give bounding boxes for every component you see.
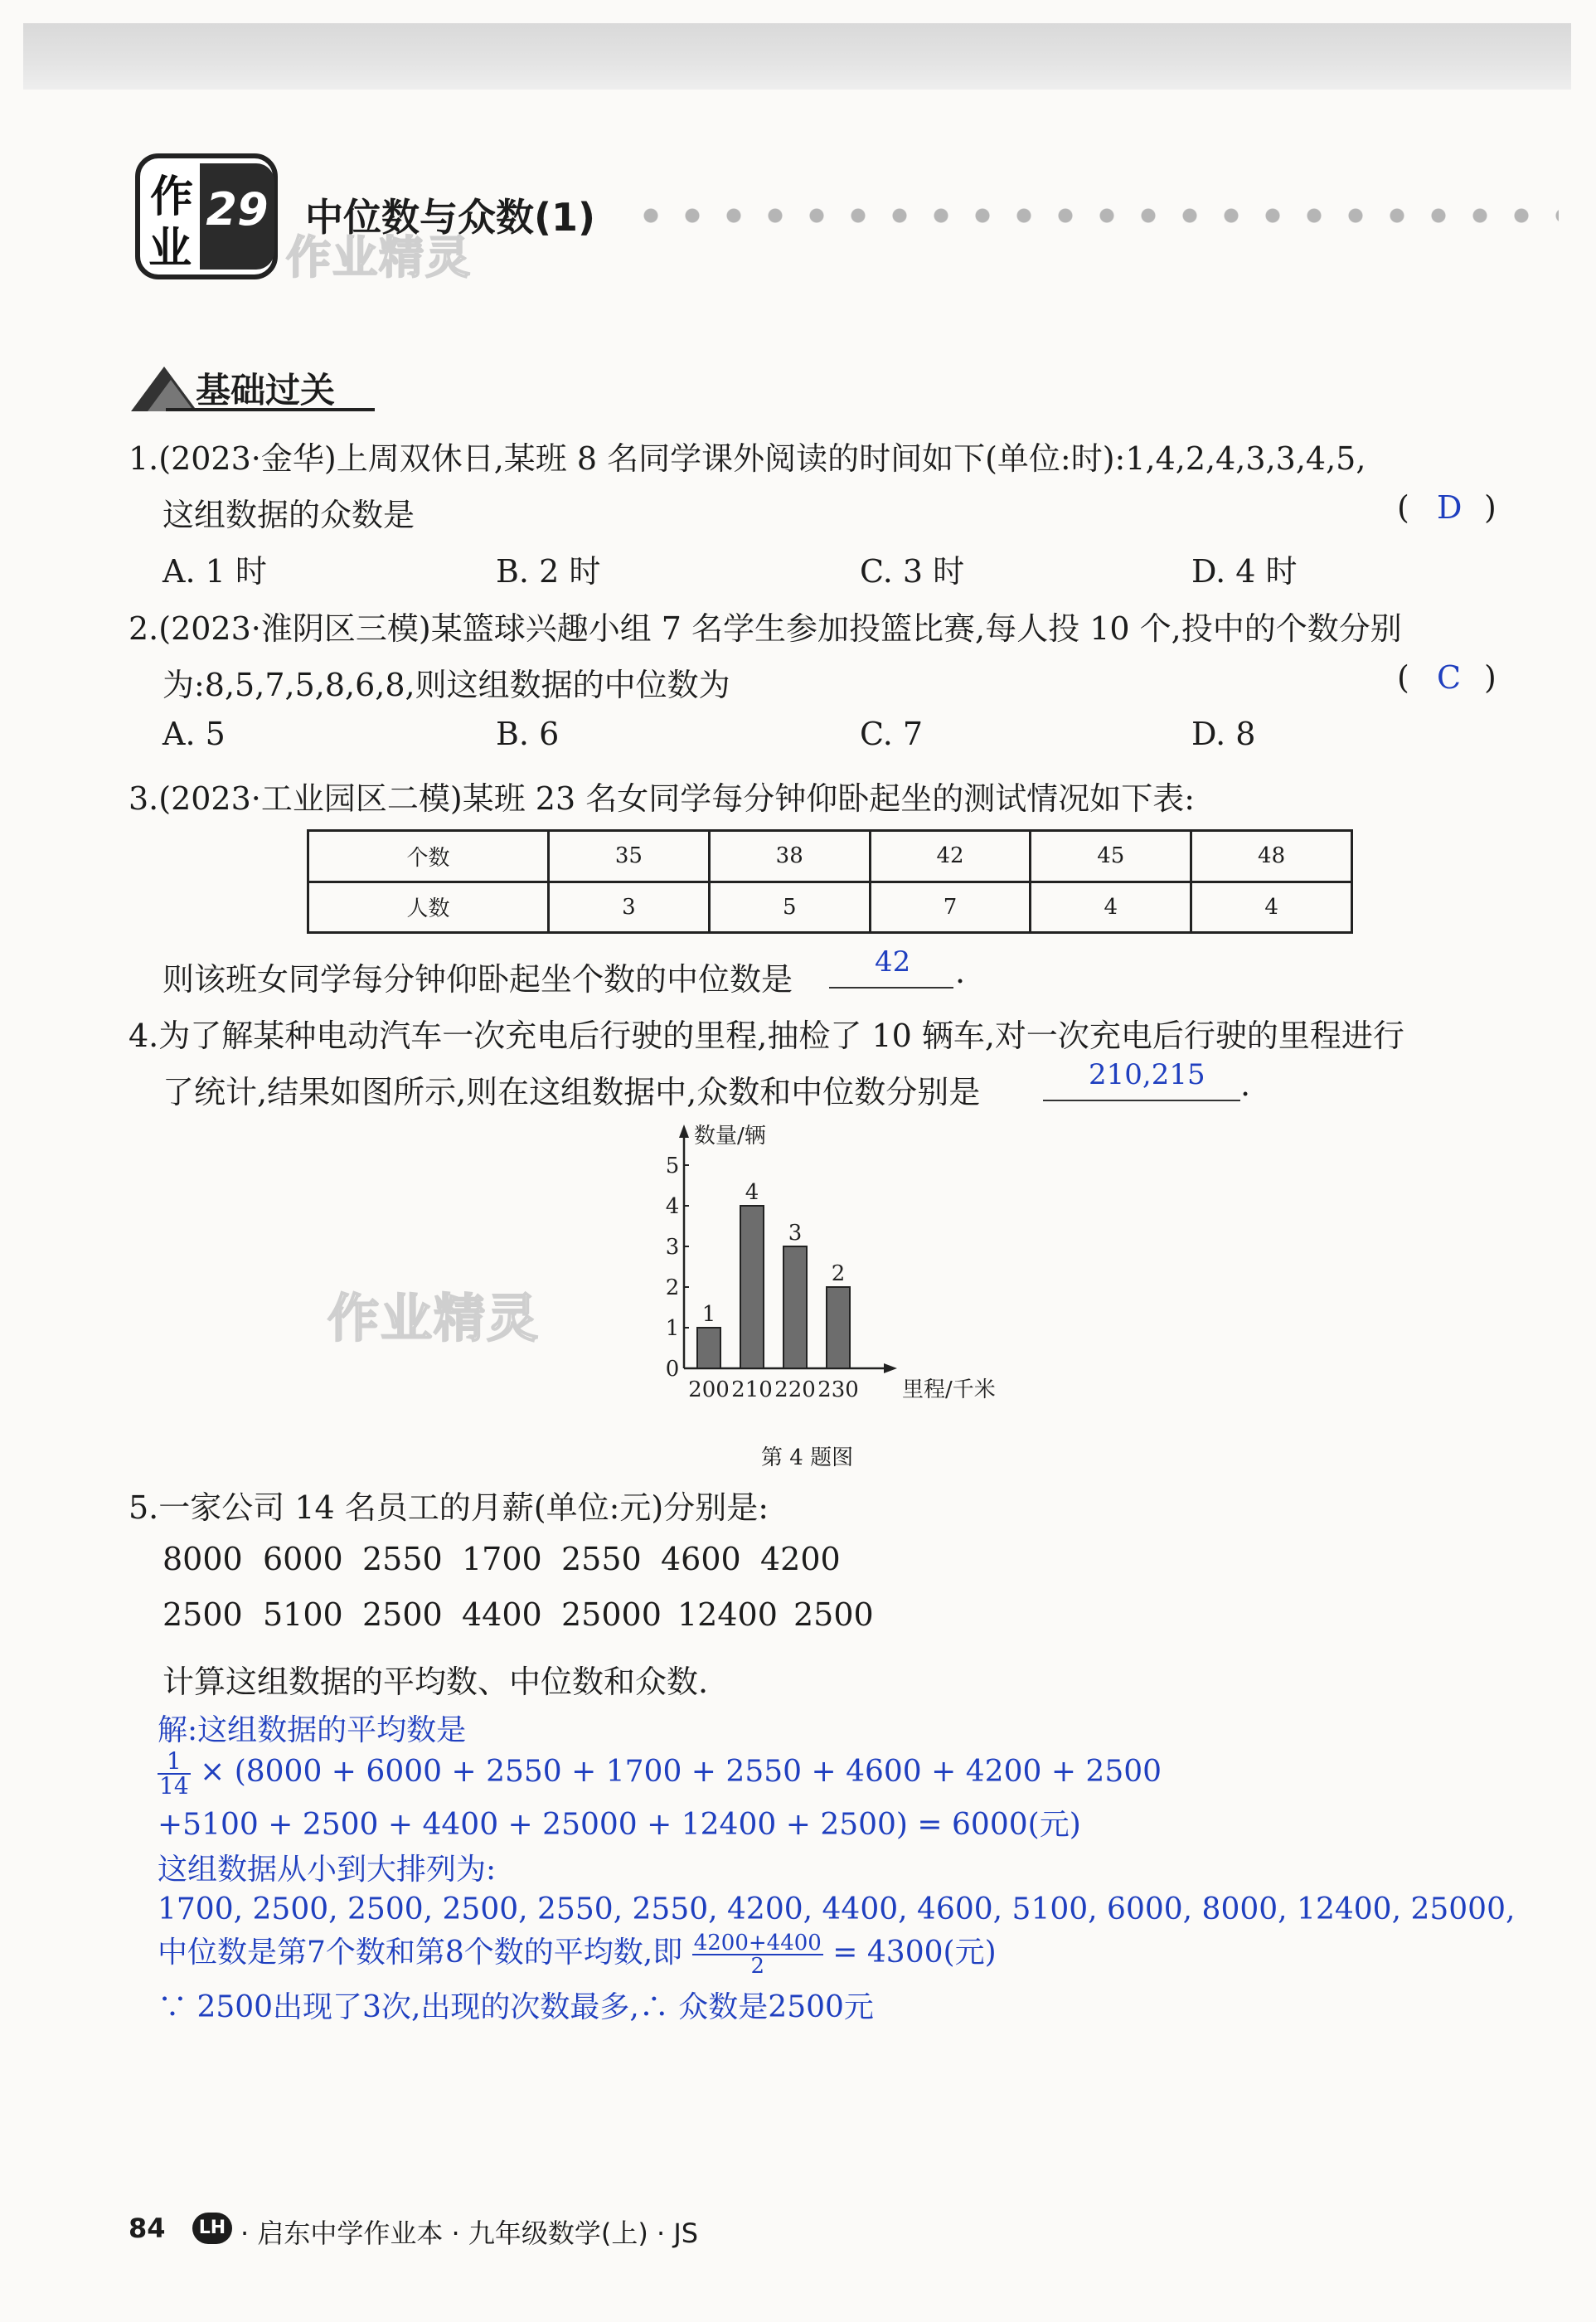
- x-axis-arrow: [884, 1363, 897, 1373]
- q1-option-a: A. 1 时: [163, 553, 267, 590]
- table-cell: 7: [870, 882, 1031, 933]
- bar-data-label: 3: [788, 1221, 803, 1246]
- x-tick-label: 230: [817, 1377, 859, 1402]
- badge-char-1: 作: [150, 172, 194, 222]
- q5-salary-4: 1700: [462, 1541, 542, 1577]
- q4-end: .: [1240, 1066, 1251, 1103]
- badge-char-2: 业: [148, 224, 192, 274]
- q5-solution-line3: +5100 + 2500 + 4400 + 25000 + 12400 + 2500) = 6000(元): [158, 1808, 1081, 1842]
- table-cell: 人数: [308, 882, 549, 933]
- q2-option-a: A. 5: [163, 716, 226, 752]
- q3-end: .: [955, 954, 966, 990]
- table-cell: 45: [1031, 831, 1191, 882]
- watermark-2: 作业精灵: [327, 1288, 541, 1348]
- chart-bar: [740, 1206, 764, 1368]
- bar-data-label: 4: [745, 1180, 759, 1205]
- y-axis-label: 数量/辆: [694, 1124, 766, 1149]
- bar-data-label: 1: [701, 1302, 716, 1327]
- q2-line1: 2.(2023·淮阴区三模)某篮球兴趣小组 7 名学生参加投篮比赛,每人投 10 个,投中的个数分别: [129, 610, 1402, 647]
- y-tick-label: 3: [665, 1235, 680, 1260]
- q2-answer: C: [1437, 659, 1462, 696]
- y-axis-arrow: [679, 1125, 689, 1138]
- y-tick-label: 4: [665, 1194, 680, 1219]
- q4-blank: [1043, 1100, 1240, 1101]
- table-cell: 5: [709, 882, 870, 933]
- q3-line1: 3.(2023·工业园区二模)某班 23 名女同学每分钟仰卧起坐的测试情况如下表:: [129, 780, 1196, 817]
- q1-paren-open: (: [1397, 489, 1409, 526]
- q3-line2: 则该班女同学每分钟仰卧起坐个数的中位数是: [163, 961, 793, 998]
- q2-paren-close: ): [1484, 659, 1497, 696]
- q1-option-d: D. 4 时: [1191, 553, 1298, 590]
- x-axis-label: 里程/千米: [902, 1377, 996, 1402]
- q1-answer: D: [1437, 489, 1463, 526]
- q1-option-c: C. 3 时: [860, 553, 965, 590]
- top-gray-band: [23, 23, 1571, 90]
- table-cell: 48: [1191, 831, 1352, 882]
- y-tick-label: 1: [665, 1316, 680, 1341]
- page-title: 中位数与众数(1): [305, 195, 596, 240]
- q5-solution-line5: 1700, 2500, 2500, 2500, 2550, 2550, 4200, 4400, 4600, 5100, 6000, 8000, 12400, 25000,: [158, 1892, 1516, 1926]
- footer-text: · 启东中学作业本 · 九年级数学(上) · JS: [240, 2218, 699, 2249]
- fraction-1-14: $\frac{1}{14}$: [159, 1747, 189, 1800]
- q5-salary-9: 5100: [263, 1596, 343, 1633]
- chart-bar: [827, 1287, 850, 1368]
- q2-paren-open: (: [1397, 659, 1409, 696]
- chart-bar: [697, 1328, 720, 1368]
- q2-option-c: C. 7: [860, 716, 924, 752]
- q2-line2: 为:8,5,7,5,8,6,8,则这组数据的中位数为: [163, 667, 730, 703]
- table-cell: 4: [1031, 882, 1191, 933]
- mileage-bar-chart: [638, 1120, 1020, 1410]
- q3-table: [307, 829, 1353, 934]
- table-cell: 35: [549, 831, 710, 882]
- q5-salary-13: 12400: [677, 1596, 778, 1633]
- q2-option-d: D. 8: [1191, 716, 1256, 752]
- q2-option-b: B. 6: [496, 716, 560, 752]
- x-tick-label: 200: [688, 1377, 730, 1402]
- homework-badge: [135, 153, 278, 279]
- table-cell: 42: [870, 831, 1031, 882]
- q5-salary-5: 2550: [561, 1541, 642, 1577]
- y-tick-label: 5: [665, 1154, 680, 1178]
- q3-answer: 42: [875, 945, 911, 979]
- q5-salary-6: 4600: [661, 1541, 741, 1577]
- chart-bar: [783, 1246, 807, 1368]
- fraction-median: $\frac{4200+4400}{2}$: [693, 1931, 822, 1979]
- q1-line1: 1.(2023·金华)上周双休日,某班 8 名同学课外阅读的时间如下(单位:时):1,4,2,4,3,3,4,5,: [129, 440, 1366, 477]
- table-row: [308, 882, 1352, 933]
- x-tick-label: 220: [774, 1377, 816, 1402]
- title-dot-line: [630, 207, 1559, 224]
- q5-salary-12: 25000: [561, 1596, 662, 1633]
- publisher-logo: LH: [192, 2213, 232, 2244]
- q1-line2: 这组数据的众数是: [163, 497, 415, 533]
- table-cell: 4: [1191, 882, 1352, 933]
- q5-solution-line4: 这组数据从小到大排列为:: [158, 1853, 497, 1887]
- q4-line2: 了统计,结果如图所示,则在这组数据中,众数和中位数分别是: [163, 1074, 981, 1110]
- q5-salary-1: 8000: [163, 1541, 243, 1577]
- q5-salary-7: 4200: [760, 1541, 841, 1577]
- q5-prompt: 计算这组数据的平均数、中位数和众数.: [163, 1664, 709, 1700]
- q5-solution-line1: 解:这组数据的平均数是: [158, 1713, 467, 1747]
- table-cell: 3: [549, 882, 710, 933]
- y-tick-label: 2: [665, 1275, 680, 1300]
- q4-line1: 4.为了解某种电动汽车一次充电后行驶的里程,抽检了 10 辆车,对一次充电后行驶的里程进行: [129, 1018, 1404, 1054]
- q1-paren-close: ): [1484, 489, 1497, 526]
- q5-salary-14: 2500: [793, 1596, 874, 1633]
- q5-salary-11: 4400: [462, 1596, 542, 1633]
- page-number: 84: [129, 2213, 166, 2244]
- table-row: [308, 831, 1352, 882]
- mountain-icon: [131, 365, 197, 413]
- q5-line1: 5.一家公司 14 名员工的月薪(单位:元)分别是:: [129, 1489, 769, 1526]
- q5-salary-2: 6000: [263, 1541, 343, 1577]
- bar-data-label: 2: [831, 1261, 846, 1286]
- q3-blank: [829, 987, 953, 989]
- q5-solution-line6: 中位数是第7个数和第8个数的平均数,即 $\frac{4200+4400}{2}$ = 4300(元): [158, 1931, 997, 1979]
- table-cell: 38: [709, 831, 870, 882]
- y-tick-label: 0: [665, 1357, 680, 1382]
- watermark: 作业精灵: [286, 231, 472, 284]
- q5-salary-8: 2500: [163, 1596, 243, 1633]
- section-title: 基础过关: [196, 370, 336, 410]
- x-tick-label: 210: [731, 1377, 773, 1402]
- q5-solution-line2: $\frac{1}{14}$ × (8000 + 6000 + 2550 + 1700 + 2550 + 4600 + 4200 + 2500: [159, 1747, 1162, 1800]
- table-cell: 个数: [308, 831, 549, 882]
- q5-solution-line7: ∵ 2500出现了3次,出现的次数最多,∴ 众数是2500元: [158, 1990, 874, 2024]
- q5-salary-10: 2500: [362, 1596, 443, 1633]
- q5-salary-3: 2550: [362, 1541, 443, 1577]
- q4-answer: 210,215: [1089, 1058, 1205, 1091]
- badge-number: 29: [206, 183, 269, 236]
- q4-caption: 第 4 题图: [761, 1445, 854, 1470]
- q1-option-b: B. 2 时: [496, 553, 601, 590]
